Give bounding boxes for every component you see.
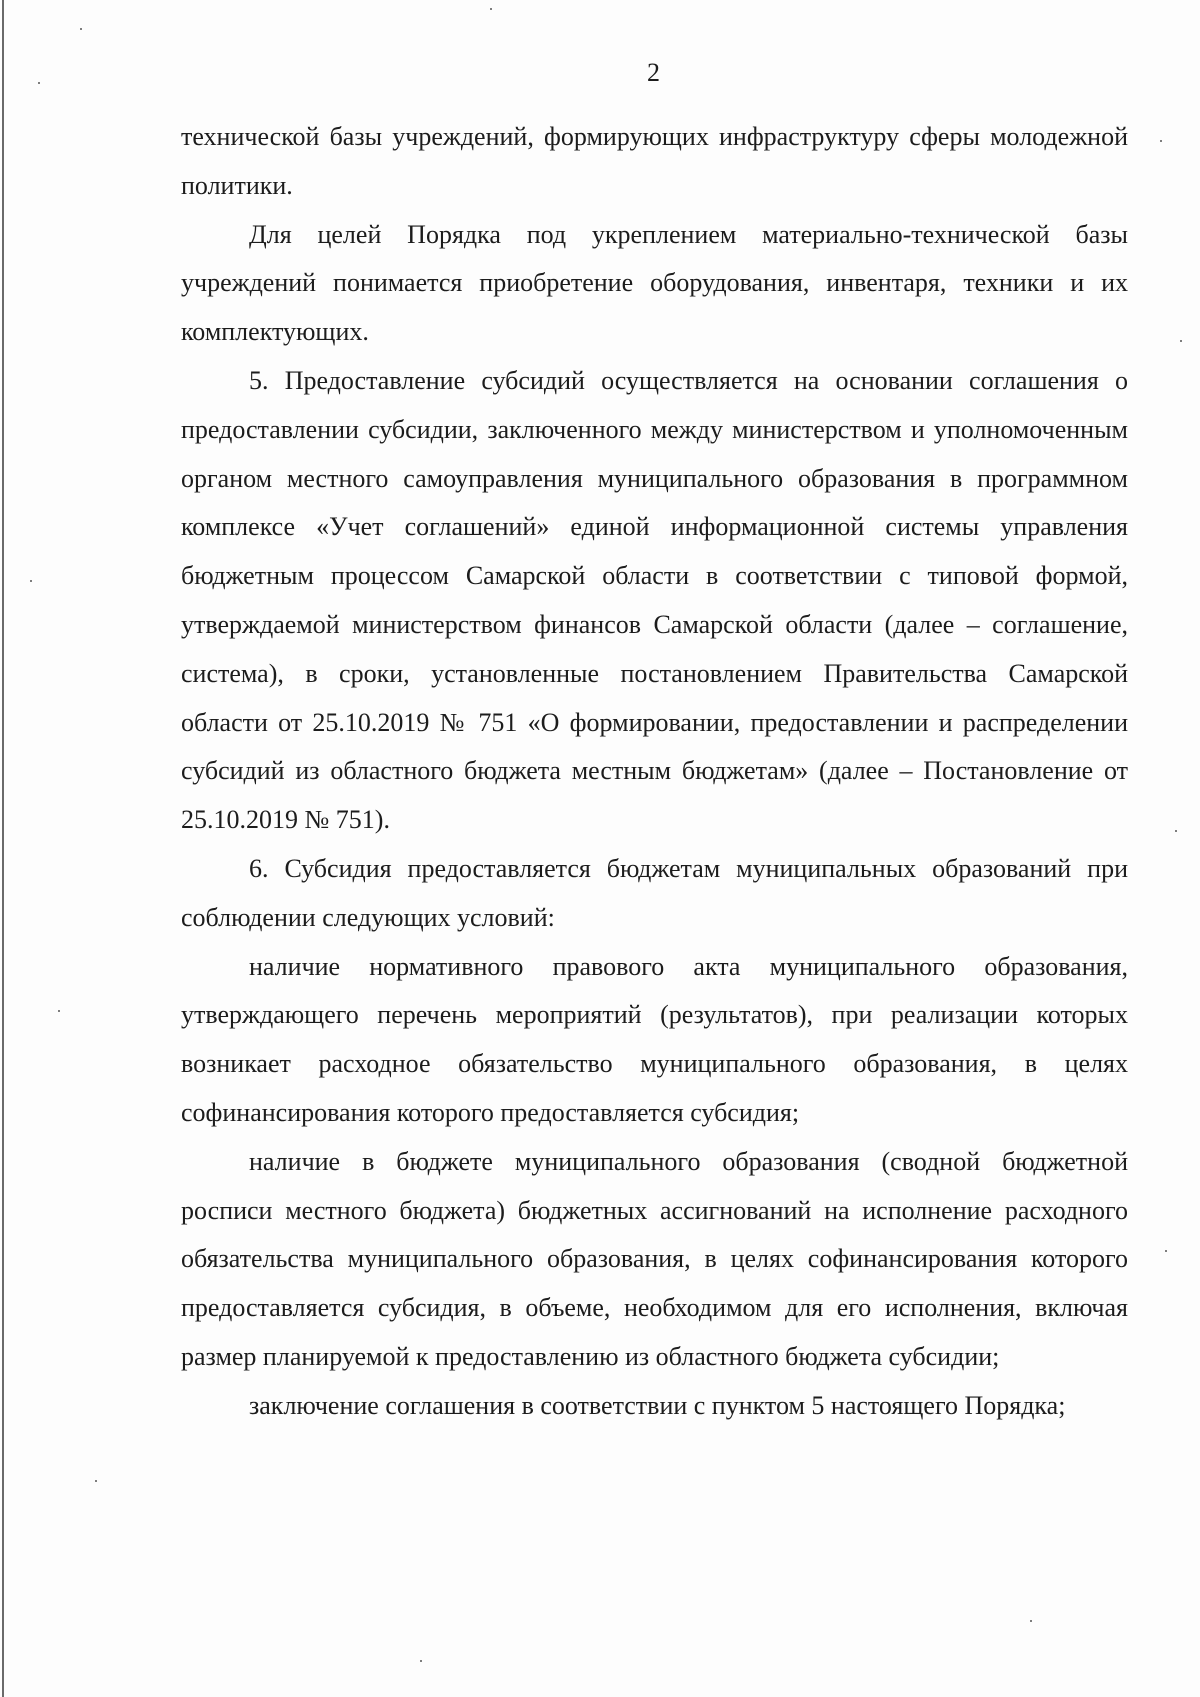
scan-speck: [58, 1010, 60, 1012]
scan-speck: [95, 1480, 97, 1482]
page-number: 2: [647, 58, 660, 87]
scan-speck: [1175, 830, 1177, 832]
paragraph-condition-1: наличие нормативного правового акта муниципального образования, утверждающего перечень мероприятий (результатов), при реализации которых возникает расходное обязательство муниципального образования, в целях софинансирования которого предоставляется субсидия;: [181, 951, 1128, 1127]
paragraph-item-6: 6. Субсидия предоставляется бюджетам муниципальных образований при соблюдении следующих условий:: [181, 853, 1128, 932]
document-body: [181, 113, 1128, 1431]
paragraph-definition: Для целей Порядка под укреплением материально-технической базы учреждений понимается приобретение оборудования, инвентаря, техники и их комплектующих.: [181, 219, 1128, 347]
scan-speck: [38, 82, 40, 84]
scan-speck: [1180, 340, 1182, 342]
scan-speck: [1160, 140, 1162, 142]
paragraph-continuation: технической базы учреждений, формирующих инфраструктуру сферы молодежной политики.: [181, 122, 1128, 200]
scan-edge: [2, 0, 4, 1697]
scan-speck: [80, 28, 82, 30]
paragraph-condition-3: заключение соглашения в соответствии с пунктом 5 настоящего Порядка;: [249, 1390, 1066, 1420]
scan-speck: [1165, 1250, 1167, 1252]
scan-speck: [490, 8, 492, 10]
paragraph-item-5: 5. Предоставление субсидий осуществляется на основании соглашения о предоставлении субсидии, заключенного между министерством и уполномоченным органом местного самоуправления муниципального образования в программном комплексе «Учет соглашений» единой информационной системы управления бюджетным процессом Самарской области в соответствии с типовой формой, утверждаемой министерством финансов Самарской области (далее – соглашение, система), в сроки, установленные постановлением Правительства Самарской области от 25.10.2019 № 751 «О формировании, предоставлении и распределении субсидий из областного бюджета местным бюджетам» (далее – Постановление от 25.10.2019 № 751).: [181, 365, 1128, 835]
scan-speck: [30, 580, 32, 582]
paragraph-condition-2: наличие в бюджете муниципального образования (сводной бюджетной росписи местного бюджета) бюджетных ассигнований на исполнение расходного обязательства муниципального образования, в целях софинансирования которого предоставляется субсидия, в объеме, необходимом для его исполнения, включая размер планируемой к предоставлению из областного бюджета субсидии;: [181, 1146, 1128, 1371]
scan-speck: [420, 1660, 422, 1662]
scan-speck: [1030, 1620, 1032, 1622]
